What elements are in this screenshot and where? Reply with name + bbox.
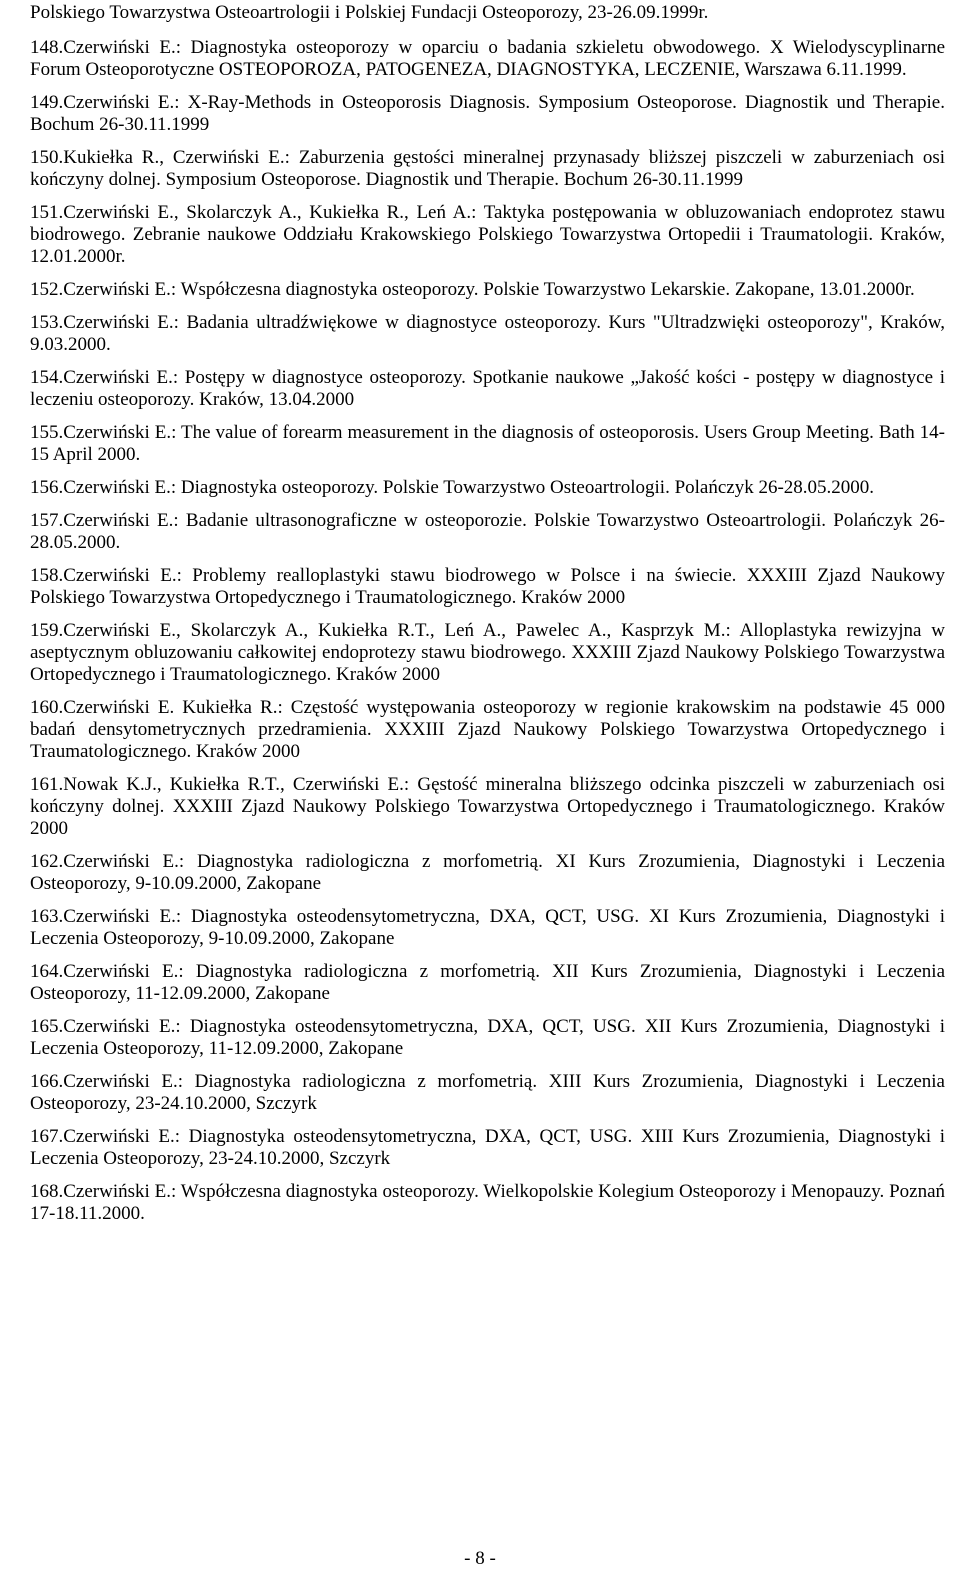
reference-entry <box>30 1071 945 1115</box>
reference-citation: Czerwiński E.: Badanie ultrasonograficzne w osteoporozie. Polskie Towarzystwo Osteoartrologii. Polańczyk 26-28.05.2000. <box>30 510 945 553</box>
reference-list <box>30 37 945 1236</box>
reference-number: 167. <box>30 1126 64 1147</box>
reference-text <box>30 279 945 301</box>
reference-citation: Czerwiński E.: Diagnostyka radiologiczna z morfometrią. XI Kurs Zrozumienia, Diagnostyki i Leczenia Osteoporozy, 9-10.09.2000, Zakopane <box>30 851 945 894</box>
reference-text <box>30 202 945 268</box>
reference-entry <box>30 279 945 301</box>
reference-entry <box>30 37 945 81</box>
reference-entry <box>30 1126 945 1170</box>
reference-citation: Czerwiński E.: Badania ultradźwiękowe w diagnostyce osteoporozy. Kurs "Ultradzwięki osteoporozy", Kraków, 9.03.2000. <box>30 312 945 355</box>
reference-number: 156. <box>30 477 64 498</box>
reference-number: 155. <box>30 422 64 443</box>
reference-text <box>30 620 945 686</box>
reference-number: 166. <box>30 1071 64 1092</box>
reference-citation: Czerwiński E.: X-Ray-Methods in Osteoporosis Diagnosis. Symposium Osteoporose. Diagnostik und Therapie. Bochum 26-30.11.1999 <box>30 92 945 135</box>
reference-citation: Czerwiński E.: Współczesna diagnostyka osteoporozy. Polskie Towarzystwo Lekarskie. Zakopane, 13.01.2000r. <box>63 279 915 300</box>
reference-text <box>30 1126 945 1170</box>
reference-entry <box>30 851 945 895</box>
reference-citation: Czerwiński E. Kukiełka R.: Częstość występowania osteoporozy w regionie krakowskim na podstawie 45 000 badań densytometrycznych przedramienia. XXXIII Zjazd Naukowy Polskiego Towarzystwa Ortopedycznego i Traumatologicznego. Kraków 2000 <box>30 697 945 762</box>
reference-text <box>30 774 945 840</box>
reference-text <box>30 477 945 499</box>
reference-text <box>30 37 945 81</box>
reference-text <box>30 312 945 356</box>
reference-citation: Czerwiński E., Skolarczyk A., Kukiełka R.T., Leń A., Pawelec A., Kasprzyk M.: Alloplastyka rewizyjna w aseptycznym obluzowaniu całkowitej endoprotezy stawu biodrowego. XXXIII Zjazd Naukowy Polskiego Towarzystwa Ortopedycznego i Traumatologicznego. Kraków 2000 <box>30 620 945 685</box>
reference-text <box>30 367 945 411</box>
reference-number: 161. <box>30 774 64 795</box>
reference-number: 154. <box>30 367 64 388</box>
reference-entry <box>30 422 945 466</box>
reference-entry <box>30 92 945 136</box>
reference-citation: Nowak K.J., Kukiełka R.T., Czerwiński E.: Gęstość mineralna bliższego odcinka piszczeli w zaburzeniach osi kończyny dolnej. XXXIII Zjazd Naukowy Polskiego Towarzystwa Ortopedycznego i Traumatologicznego. Kraków 2000 <box>30 774 945 839</box>
reference-citation: Czerwiński E.: Problemy realloplastyki stawu biodrowego w Polsce i na świecie. XXXIII Zjazd Naukowy Polskiego Towarzystwa Ortopedycznego i Traumatologicznego. Kraków 2000 <box>30 565 945 608</box>
reference-entry <box>30 1016 945 1060</box>
reference-citation: Czerwiński E.: Diagnostyka radiologiczna z morfometrią. XIII Kurs Zrozumienia, Diagnostyki i Leczenia Osteoporozy, 23-24.10.2000, Szczyrk <box>30 1071 945 1114</box>
reference-number: 150. <box>30 147 64 168</box>
reference-text <box>30 1071 945 1115</box>
reference-citation: Czerwiński E.: Postępy w diagnostyce osteoporozy. Spotkanie naukowe „Jakość kości - postępy w diagnostyce i leczeniu osteoporozy. Kraków, 13.04.2000 <box>30 367 945 410</box>
reference-citation: Czerwiński E., Skolarczyk A., Kukiełka R., Leń A.: Taktyka postępowania w obluzowaniach endoprotez stawu biodrowego. Zebranie naukowe Oddziału Krakowskiego Polskiego Towarzystwa Ortopedii i Traumatologii. Kraków, 12.01.2000r. <box>30 202 945 267</box>
page-number: - 8 - <box>464 1548 496 1569</box>
reference-text <box>30 510 945 554</box>
reference-entry <box>30 312 945 356</box>
reference-number: 160. <box>30 697 64 718</box>
reference-citation: Kukiełka R., Czerwiński E.: Zaburzenia gęstości mineralnej przynasady bliższej piszczeli w zaburzeniach osi kończyny dolnej. Symposium Osteoporose. Diagnostik und Therapie. Bochum 26-30.11.1999 <box>30 147 945 190</box>
reference-number: 162. <box>30 851 64 872</box>
reference-entry <box>30 367 945 411</box>
reference-citation: Czerwiński E.: Diagnostyka osteodensytometryczna, DXA, QCT, USG. XIII Kurs Zrozumienia, Diagnostyki i Leczenia Osteoporozy, 23-24.10.2000, Szczyrk <box>30 1126 945 1169</box>
reference-entry <box>30 1181 945 1225</box>
reference-text <box>30 1016 945 1060</box>
reference-entry <box>30 906 945 950</box>
reference-citation: Czerwiński E.: Diagnostyka osteoporozy. Polskie Towarzystwo Osteoartrologii. Polańczyk 26-28.05.2000. <box>63 477 875 498</box>
reference-text <box>30 1181 945 1225</box>
reference-number: 164. <box>30 961 64 982</box>
reference-text <box>30 697 945 763</box>
reference-number: 148. <box>30 37 64 58</box>
continuation-line: Polskiego Towarzystwa Osteoartrologii i Polskiej Fundacji Osteoporozy, 23-26.09.1999r. <box>30 2 709 23</box>
reference-entry <box>30 774 945 840</box>
reference-number: 157. <box>30 510 64 531</box>
reference-text <box>30 92 945 136</box>
reference-number: 165. <box>30 1016 64 1037</box>
reference-entry <box>30 477 945 499</box>
reference-entry <box>30 510 945 554</box>
reference-number: 153. <box>30 312 64 333</box>
reference-entry <box>30 697 945 763</box>
reference-text <box>30 961 945 1005</box>
reference-text <box>30 565 945 609</box>
reference-entry <box>30 961 945 1005</box>
reference-text <box>30 851 945 895</box>
reference-text <box>30 422 945 466</box>
reference-number: 158. <box>30 565 64 586</box>
reference-citation: Czerwiński E.: The value of forearm measurement in the diagnosis of osteoporosis. Users Group Meeting. Bath 14-15 April 2000. <box>30 422 945 465</box>
reference-number: 163. <box>30 906 64 927</box>
reference-citation: Czerwiński E.: Diagnostyka osteodensytometryczna, DXA, QCT, USG. XI Kurs Zrozumienia, Diagnostyki i Leczenia Osteoporozy, 9-10.09.2000, Zakopane <box>30 906 945 949</box>
reference-citation: Czerwiński E.: Diagnostyka radiologiczna z morfometrią. XII Kurs Zrozumienia, Diagnostyki i Leczenia Osteoporozy, 11-12.09.2000, Zakopane <box>30 961 945 1004</box>
reference-text <box>30 147 945 191</box>
reference-number: 152. <box>30 279 64 300</box>
reference-citation: Czerwiński E.: Współczesna diagnostyka osteoporozy. Wielkopolskie Kolegium Osteoporozy i Menopauzy. Poznań 17-18.11.2000. <box>30 1181 945 1224</box>
reference-citation: Czerwiński E.: Diagnostyka osteoporozy w oparciu o badania szkieletu obwodowego. X Wielodyscyplinarne Forum Osteoporotyczne OSTEOPOROZA, PATOGENEZA, DIAGNOSTYKA, LECZENIE, Warszawa 6.11.1999. <box>30 37 945 80</box>
reference-number: 168. <box>30 1181 64 1202</box>
reference-number: 159. <box>30 620 64 641</box>
reference-number: 151. <box>30 202 64 223</box>
reference-entry <box>30 565 945 609</box>
reference-entry <box>30 620 945 686</box>
reference-number: 149. <box>30 92 64 113</box>
reference-text <box>30 906 945 950</box>
reference-entry <box>30 147 945 191</box>
reference-citation: Czerwiński E.: Diagnostyka osteodensytometryczna, DXA, QCT, USG. XII Kurs Zrozumienia, Diagnostyki i Leczenia Osteoporozy, 11-12.09.2000, Zakopane <box>30 1016 945 1059</box>
reference-entry <box>30 202 945 268</box>
